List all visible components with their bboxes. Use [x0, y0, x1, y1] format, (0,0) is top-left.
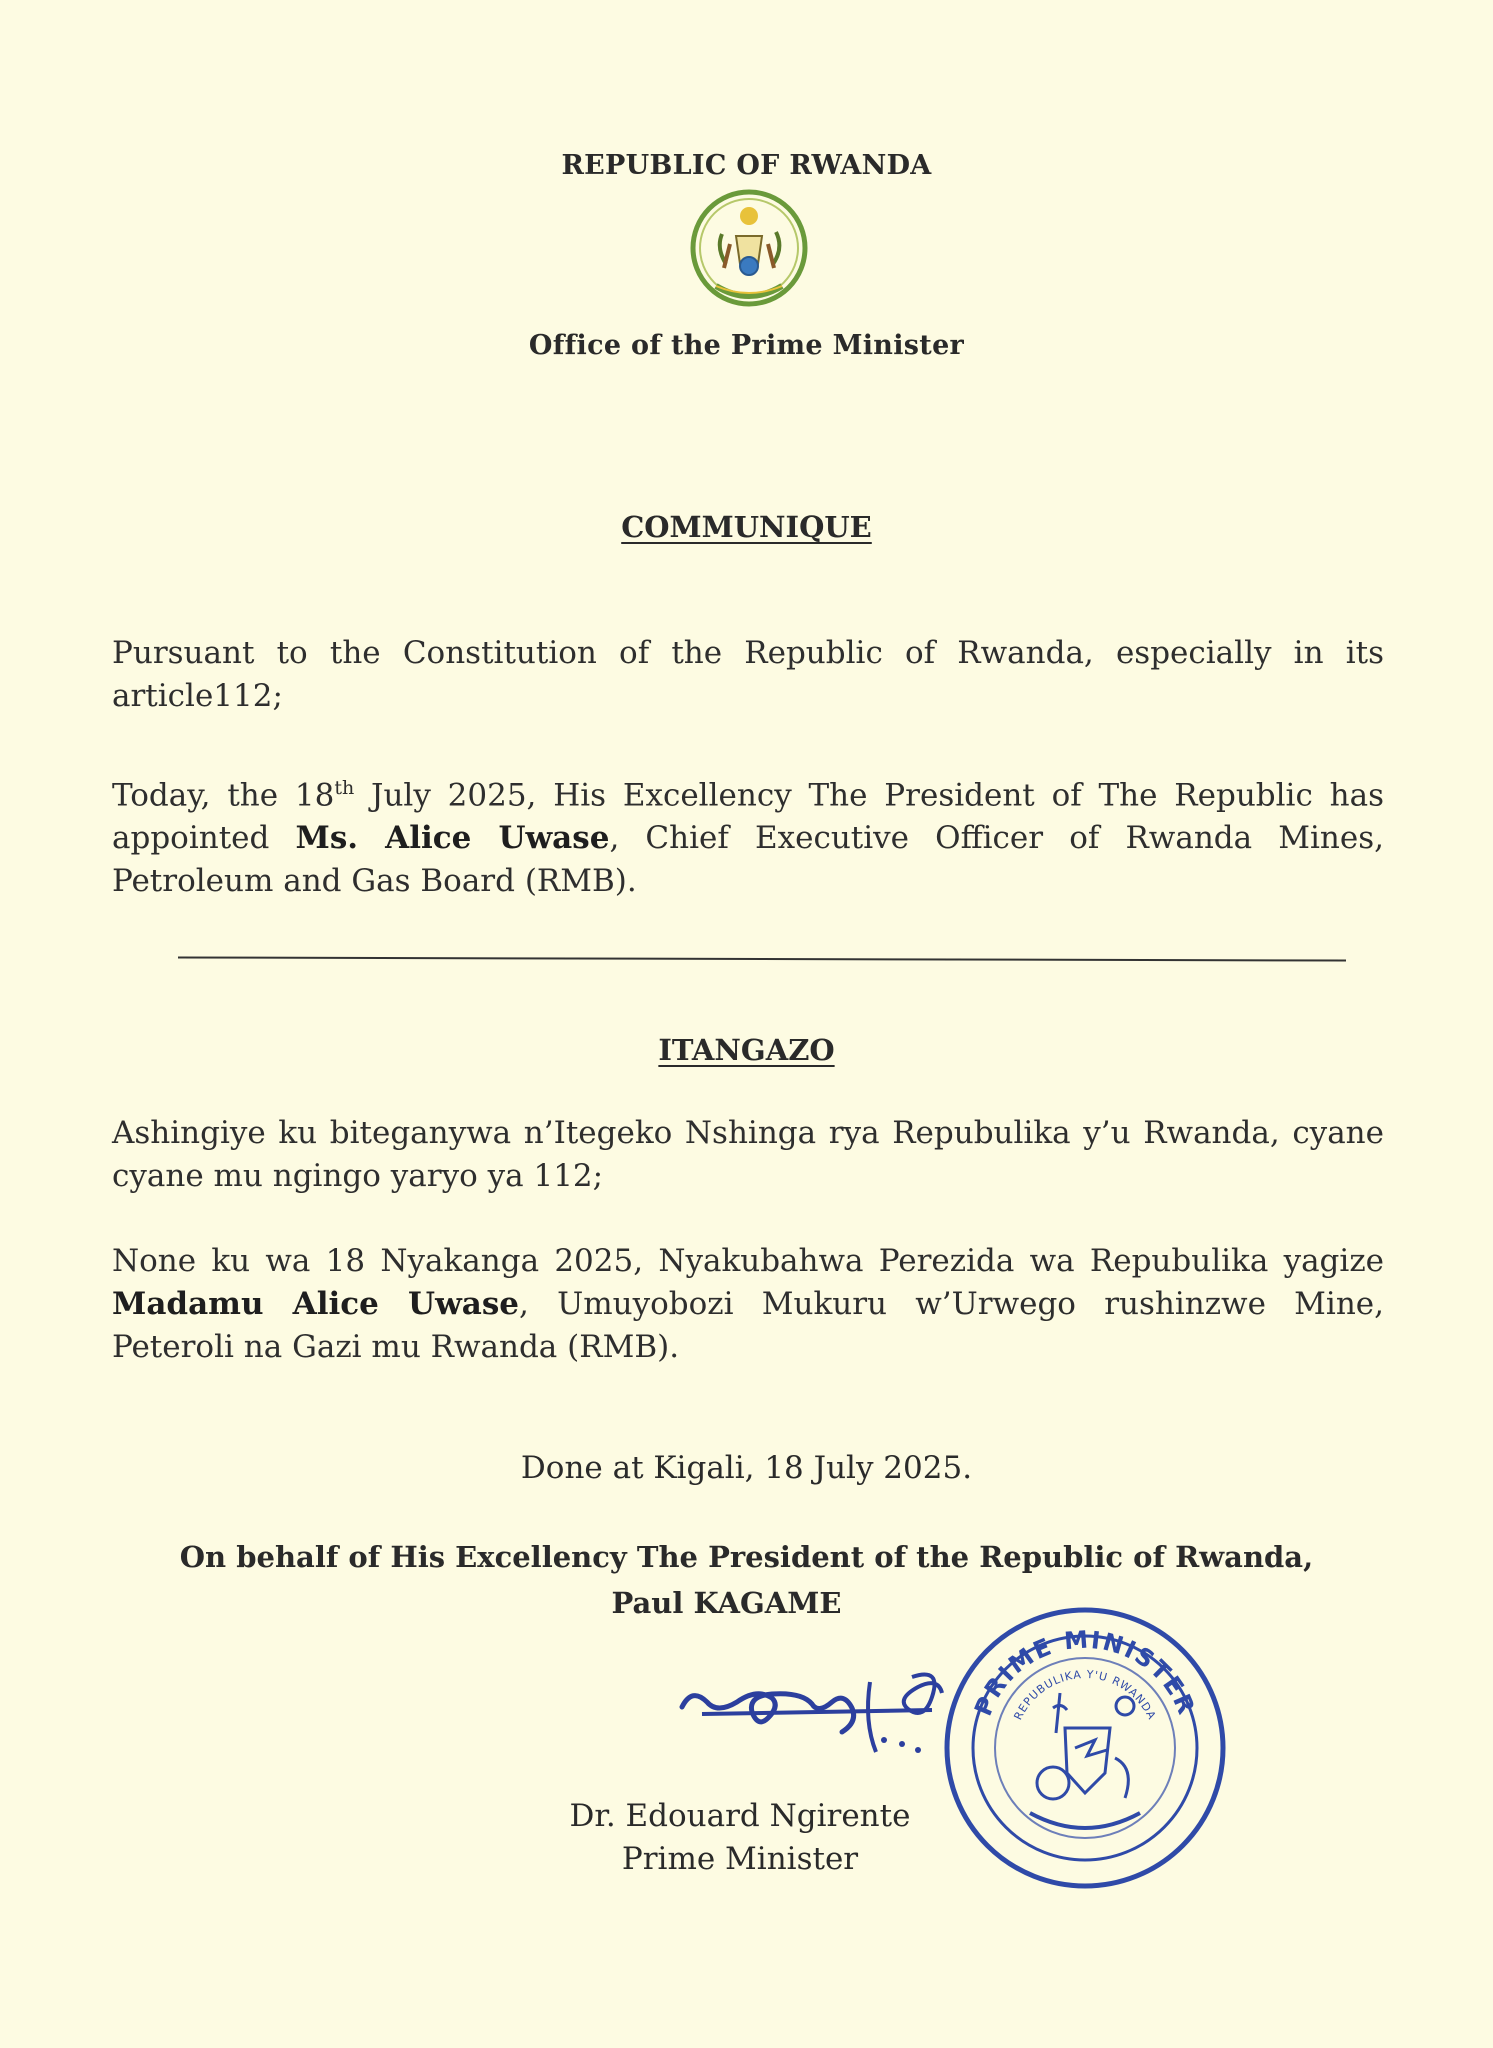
stamp-inner-text: REPUBULIKA Y'U RWANDA — [1011, 1667, 1159, 1723]
itangazo-title: ITANGAZO — [658, 1033, 835, 1067]
done-at-line: Done at Kigali, 18 July 2025. — [520, 1450, 973, 1486]
stamp-outer-text: PRIME MINISTER — [969, 1625, 1201, 1720]
communique-title: COMMUNIQUE — [621, 510, 872, 544]
rwanda-coat-of-arms-icon — [686, 186, 812, 318]
on-behalf-line: On behalf of His Excellency The President of the Republic of Rwanda, — [179, 1540, 1314, 1574]
communique-paragraph-2 — [112, 767, 1384, 903]
office-heading: Office of the Prime Minister — [528, 330, 965, 361]
signature-icon — [672, 1652, 972, 1772]
text-run: , Chief Executive Officer of Rwanda Mines, Petroleum and Gas Board (RMB). — [112, 820, 1384, 900]
president-name: Paul KAGAME — [611, 1586, 842, 1620]
appointee-name: Madamu Alice Uwase — [112, 1286, 520, 1322]
text-run: , Umuyobozi Mukuru w’Urwego rushinzwe Mine, Peteroli na Gazi mu Rwanda (RMB). — [112, 1286, 1384, 1365]
text-run: July 2025, His Excellency The President of The Republic has appointed — [112, 777, 1384, 857]
text-run: Today, the 18 — [112, 777, 335, 814]
itangazo-paragraph-2 — [112, 1240, 1384, 1369]
prime-minister-stamp-icon — [935, 1598, 1235, 1898]
communique-paragraph-1: Pursuant to the Constitution of the Republic of Rwanda, especially in its article112; — [112, 635, 1384, 714]
ordinal-suffix: th — [334, 777, 355, 799]
itangazo-paragraph-1: Ashingiye ku biteganywa n’Itegeko Nshinga rya Repubulika y’u Rwanda, cyane cyane mu ngingo yaryo ya 112; — [112, 1115, 1384, 1194]
republic-heading: REPUBLIC OF RWANDA — [561, 150, 932, 181]
section-divider — [178, 956, 1346, 961]
svg-text:REPUBULIKA Y'U RWANDA — [1011, 1668, 1158, 1722]
signatory-title: Prime Minister — [621, 1841, 859, 1877]
signatory-name: Dr. Edouard Ngirente — [569, 1798, 911, 1834]
text-run: None ku wa 18 Nyakanga 2025, Nyakubahwa Perezida wa Repubulika yagize — [112, 1243, 1384, 1279]
appointee-name: Ms. Alice Uwase — [295, 820, 610, 857]
